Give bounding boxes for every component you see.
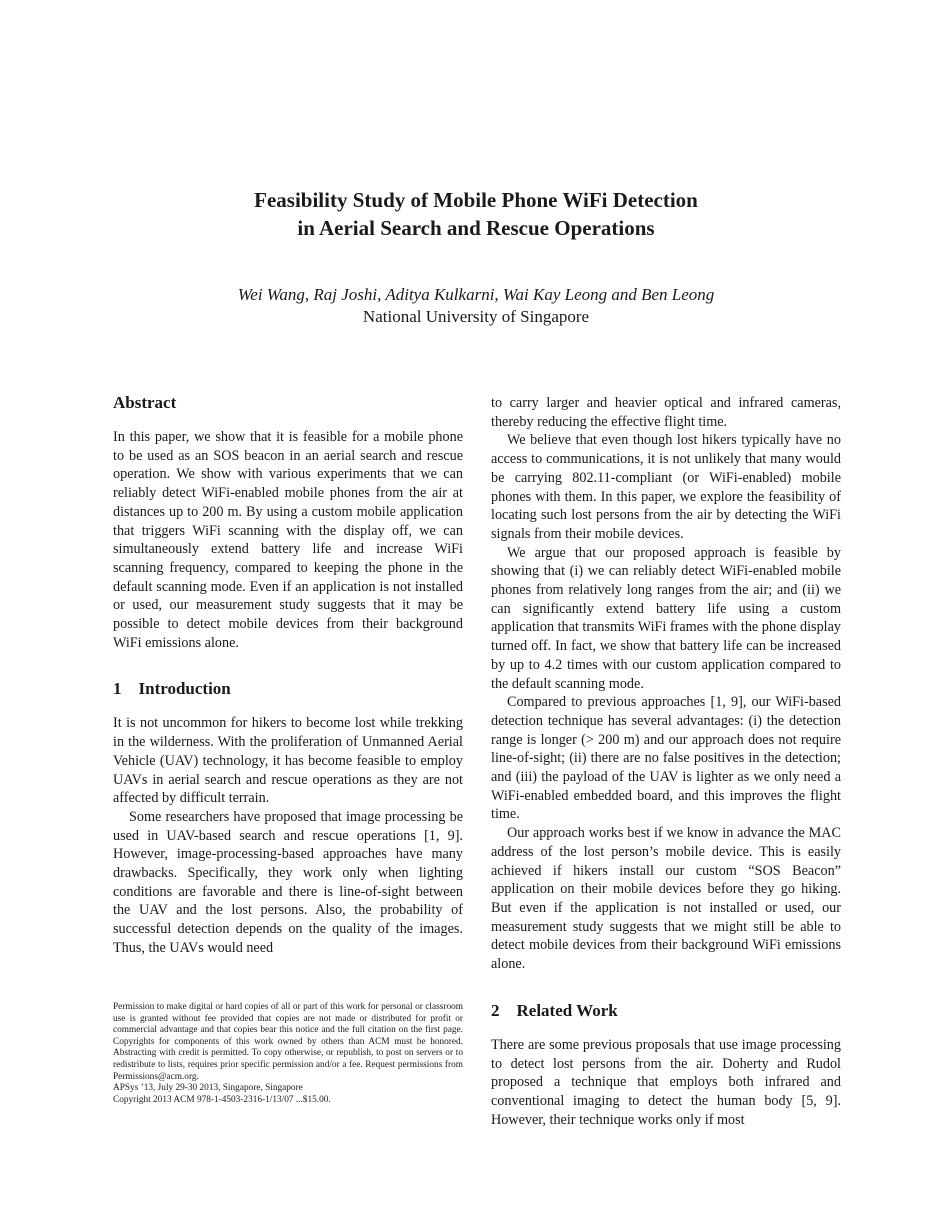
intro-paragraph-3: We believe that even though lost hikers typically have no access to communications, it is not unlikely that many would be carrying 802.11-compliant (or WiFi-enabled) mobile phones with them. In this paper, we explore the feasibility of locating such lost persons from the air by detecting the WiFi signals from their mobile devices. bbox=[491, 432, 841, 542]
title-line-2: in Aerial Search and Rescue Operations bbox=[297, 216, 655, 240]
paper-title bbox=[0, 186, 952, 242]
intro-paragraph-5: Compared to previous approaches [1, 9], our WiFi-based detection technique has several advantages: (i) the detection range is longer (> 200 m) and our approach does not require line-of-sight; (ii) there are no false positives in the detection; and (iii) the payload of the UAV is lighter as we only need a WiFi-enabled embedded board, and this improves the flight time. bbox=[491, 694, 841, 823]
permission-notice: Permission to make digital or hard copies of all or part of this work for personal or classroom use is granted without fee provided that copies are not made or distributed for profit or commercial advantage and that copies bear this notice and the full citation on the first page. Copyrights for components of this work owned by others than ACM must be honored. Abstracting with credit is permitted. To copy otherwise, or republish, to post on servers or to redistribute to lists, requires prior specific permission and/or a fee. Request permissions from Permissions@acm.org. bbox=[113, 1002, 463, 1082]
intro-paragraph-6: Our approach works best if we know in advance the MAC address of the lost person’s mobile device. This is easily achieved if hikers install our custom “SOS Beacon” application on their mobile devices before they go hiking. But even if the application is not installed or used, our measurement study suggests that we might still be able to detect mobile devices from their background WiFi emissions alone. bbox=[491, 825, 841, 973]
intro-paragraph-2: Some researchers have proposed that image processing be used in UAV-based search and rescue operations [1, 9]. However, image-processing-based approaches have many drawbacks. Specifically, they work only when lighting conditions are favorable and there is line-of-sight between the UAV and the lost persons. Also, the probability of successful detection depends on the quality of the images. Thus, the UAVs would need bbox=[113, 808, 463, 956]
intro-paragraph-2-continued: to carry larger and heavier optical and infrared cameras, thereby reducing the effective flight time. bbox=[491, 395, 841, 430]
author-list: Wei Wang, Raj Joshi, Aditya Kulkarni, Wai Kay Leong and Ben Leong bbox=[237, 285, 715, 304]
conference-info: APSys ’13, July 29-30 2013, Singapore, Singapore bbox=[113, 1083, 303, 1094]
title-line-1: Feasibility Study of Mobile Phone WiFi Detection bbox=[254, 188, 698, 212]
intro-paragraph-1: It is not uncommon for hikers to become lost while trekking in the wilderness. With the proliferation of Unmanned Aerial Vehicle (UAV) technology, it has become feasible to employ UAVs in aerial search and rescue operations as they are not affected by difficult terrain. bbox=[113, 715, 463, 807]
introduction-heading: 1 Introduction bbox=[113, 679, 231, 699]
related-paragraph-1: There are some previous proposals that use image processing to detect lost persons from the air. Doherty and Rudol proposed a technique that employs both infrared and conventional imaging to detect the human body [5, 9]. However, their technique works only if most bbox=[491, 1036, 841, 1128]
intro-paragraph-4: We argue that our proposed approach is feasible by showing that (i) we can reliably detect WiFi-enabled mobile phones from relatively long ranges from the air; and (ii) we can significantly extend battery life using a custom application that transmits WiFi frames with the phone display turned off. In fact, we show that battery life can be increased by up to 4.2 times with our custom application compared to the default scanning mode. bbox=[491, 544, 841, 692]
right-column bbox=[491, 394, 841, 1129]
abstract-text: In this paper, we show that it is feasible for a mobile phone to be used as an SOS beacon in an aerial search and rescue operation. We show with various experiments that we can reliably detect WiFi-enabled mobile phones from the air at distances up to 200 m. By using a custom mobile application that triggers WiFi scanning with the display off, we can simultaneously extend battery life and increase WiFi scanning frequency, compared to keeping the phone in the default scanning mode. Even if an application is not installed or used, our measurement study suggests that it may be possible to detect mobile devices from their background WiFi emissions alone. bbox=[113, 429, 463, 651]
copyright-footnote bbox=[113, 1002, 463, 1106]
abstract-heading: Abstract bbox=[113, 393, 177, 412]
copyright-line: Copyright 2013 ACM 978-1-4503-2316-1/13/07 ...$15.00. bbox=[113, 1094, 331, 1105]
related-work-heading: 2 Related Work bbox=[491, 1000, 618, 1020]
affiliation: National University of Singapore bbox=[362, 307, 590, 326]
left-column bbox=[113, 392, 463, 958]
